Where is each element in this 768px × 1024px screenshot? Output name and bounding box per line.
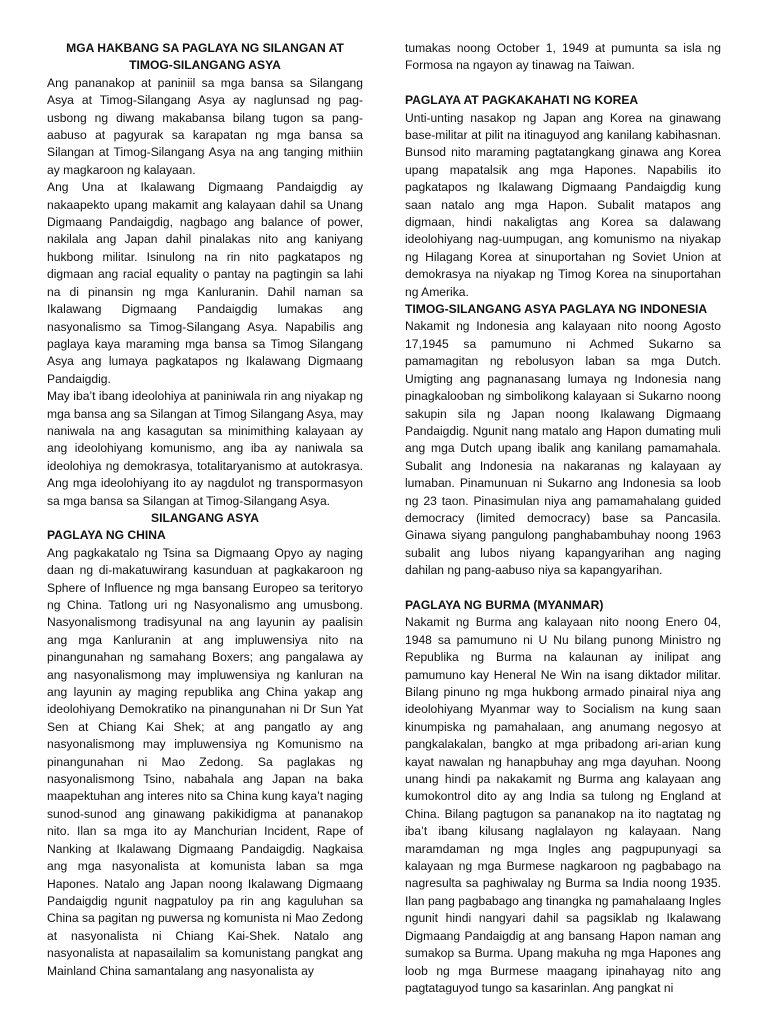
intro-paragraph-3: May iba’t ibang ideolohiya at paniniwala rin ang niyakap ng mga bansa ang sa Silangan at Timog Silangang Asya, may naniwala na ang kasagutan sa minimithing kalayaan ay ang ideolohiyang komunismo, ang iba ay naniwala sa ideolohiya ng demokrasya, totalitaryanismo at autokrasya. Ang mga ideolohiyang ito ay nagdulot ng transpormasyon sa mga bansa sa Silangan at Timog-Silangang Asya. (47, 389, 363, 508)
spacer (405, 580, 721, 597)
spacer (405, 75, 721, 92)
burma-paragraph: Nakamit ng Burma ang kalayaan nito noong Enero 04, 1948 sa pamumuno ni U Nu bilang punong Ministro ng Republika ng Burma na kalaunan ay inilipat ang pamumuno kay Heneral Ne Win na isang diktador militar. Bilang pinuno ng mga hukbong armado pinairal niya ang ideolohiyang Myanmar way to Socialism na kung saan kinumpiska ng pamahalaan, ang anumang negosyo at pangkalakalan, bangko at mga pribadong ari-arian kung kayat nawalan ng hanapbuhay ang mga dayuhan. Noong unang hindi pa nakakamit ng Burma ang kalayaan ang kumokontrol dito ay ang India sa tulong ng England at China. Bilang pagtugon sa pananakop na ito nagtatag ng iba’t ibang kilusang naglalayon ng kalayaan. Nang maramdaman ng mga Ingles ang pagpupunyagi sa kalayaan ng mga Burmese nagkaroon ng pagbabago na nagresulta sa paghiwalay ng Burma sa India noong 1935. Ilan pang pagbabago ang tinangka ng pamahalaang Ingles ngunit hindi nangyari dahil sa pagsiklab ng Ikalawang Digmaang Pandaigdig at ang bansang Hapon naman ang sumakop sa Burma. Upang makuha ng mga Hapones ang loob ng mga Burmese maagang ipinahayag nito ang pagtataguyod tungo sa kasarinlan. Ang pangkat ni (405, 615, 721, 995)
document-title-line2: TIMOG-SILANGANG ASYA (129, 58, 281, 73)
indonesia-paragraph: Nakamit ng Indonesia ang kalayaan nito noong Agosto 17,1945 sa pamumuno ni Achmed Sukarno sa pamamagitan ng rebolusyon laban sa mga Dutch. Umigting ang pagnanasang lumaya ng Indonesia nang pinagkalooban ng simbolikong kalayaan si Sukarno noong sakupin sila ng Japan noong Ikalawang Digmaang Pandaigdig. Ngunit nang matalo ang Hapon dumating muli ang mga Dutch upang ibalik ang kanilang pamamahala. Subalit ang Indonesia na nakaranas ng kalayaan ay lumaban. Pinamunuan ni Sukarno ang Indonesia sa loob ng 23 taon. Pinasimulan niya ang pamamahalang guided democracy (limited democracy) base sa Pancasila. Ginawa siyang pangulong panghabambuhay noong 1963 subalit ang lubos niyang kapangyarihan ang naging dahilan ng pang-aabuso niya sa kapangyarihan. (405, 319, 721, 578)
section-heading-silangang-asya: SILANGANG ASYA (151, 510, 259, 525)
right-column (405, 40, 721, 997)
intro-paragraph-2: Ang Una at Ikalawang Digmaang Pandaigdig ay nakaapekto upang makamit ang kalayaan dahil sa Unang Digmaang Pandaigdig, nagbago ang balance of power, nakilala ang Japan dahil pinalakas nito ang kaniyang hukbong militar. Isinulong na rin nito pagkatapos ng digmaan ang racial equality o pantay na pagtingin sa lahi na di pinansin ng mga Kanluranin. Dahil naman sa Ikalawang Digmaang Pandaigdig lumakas ang nasyonalismo sa Timog-Silangang Asya. Napabilis ang paglaya kaya maraming mga bansa sa Timog Silangang Asya ang lumaya pagkatapos ng Ikalawang Digmaang Pandaigdig. (47, 180, 363, 386)
korea-paragraph: Unti-unting nasakop ng Japan ang Korea na ginawang base-militar at pilit na itinaguyod ang kanilang kabihasnan. Bunsod nito maraming pagtatangkang ginawa ang Korea upang mapatalsik ang mga Hapones. Napabilis ito pagkatapos ng Ikalawang Digmaang Pandaigdig kung saan natalo ang mga Hapon. Subalit matapos ang digmaan, hindi nakaligtas ang Korea sa dalawang ideolohiyang nag-uumpugan, ang komunismo na niyakap ng Hilagang Korea at sinuportahan ng Soviet Union at demokrasya na niyakap ng Timog Korea na sinuportahan ng Amerika. (405, 110, 721, 299)
document-title-line1: MGA HAKBANG SA PAGLAYA NG SILANGAN AT (66, 41, 344, 55)
heading-paglaya-ng-korea: PAGLAYA AT PAGKAKAHATI NG KOREA (405, 93, 639, 108)
china-paragraph-continued: tumakas noong October 1, 1949 at pumunta sa isla ng Formosa na ngayon ay tinawag na Taiwan. (405, 41, 721, 73)
left-column (47, 40, 363, 980)
heading-paglaya-ng-burma: PAGLAYA NG BURMA (MYANMAR) (405, 597, 604, 612)
heading-paglaya-ng-indonesia: TIMOG-SILANGANG ASYA PAGLAYA NG INDONESIA (405, 302, 708, 317)
china-paragraph: Ang pagkakatalo ng Tsina sa Digmaang Opyo ay naging daan ng di-makatuwirang kasunduan at pagkakaroon ng Sphere of Influence ng mga bansang Europeo sa teritoryo ng China. Tatlong uri ng Nasyonalismo ang umusbong. Nasyonalismong tradisyunal na ang layunin ay paalisin ang mga Kanluranin at ang impluwensiya nito na pinangunahan ng samahang Boxers; ang pangalawa ay ang nasyonalismong may impluwensiya ng kanluran na ang layunin ay maging republika ang China yakap ang ideolohiyang Demokratiko na pinangunahan ni Dr Sun Yat Sen at Chiang Kai Shek; at ang pangatlo ay ang nasyonalismong may impluwensiya ng Komunismo na pinangunahan ni Mao Zedong. Sa paglakas ng nasyonalismong Tsino, nabahala ang Japan na baka maapektuhan ang interes nito sa China kung kaya’t naging sunod-sunod ang ginawang pakikidigma at pananakop nito. Ilan sa mga ito ay Manchurian Incident, Rape of Nanking at Ikalawang Digmaang Pandaigdig. Nagkaisa ang mga nasyonalista at komunista laban sa mga Hapones. Natalo ang Japan noong Ikalawang Digmaang Pandaigdig ngunit nagpatuloy pa rin ang kaguluhan sa China sa pagitan ng puwersa ng komunista ni Mao Zedong at nasyonalista ni Chiang Kai-Shek. Natalo ang nasyonalista at napasailalim sa komunistang pangkat ang Mainland China samantalang ang nasyonalista ay (47, 545, 363, 978)
heading-paglaya-ng-china: PAGLAYA NG CHINA (47, 528, 166, 543)
intro-paragraph-1: Ang pananakop at paniniil sa mga bansa sa Silangang Asya at Timog-Silangang Asya ay naglunsad ng pag-usbong ng diwang makabansa bilang tugon sa pang-aabuso at pagyurak sa karapatan ng mga bansa sa Silangan at Timog-Silangang Asya na ang tanging mithiin ay magkaroon ng kalayaan. (47, 75, 363, 177)
